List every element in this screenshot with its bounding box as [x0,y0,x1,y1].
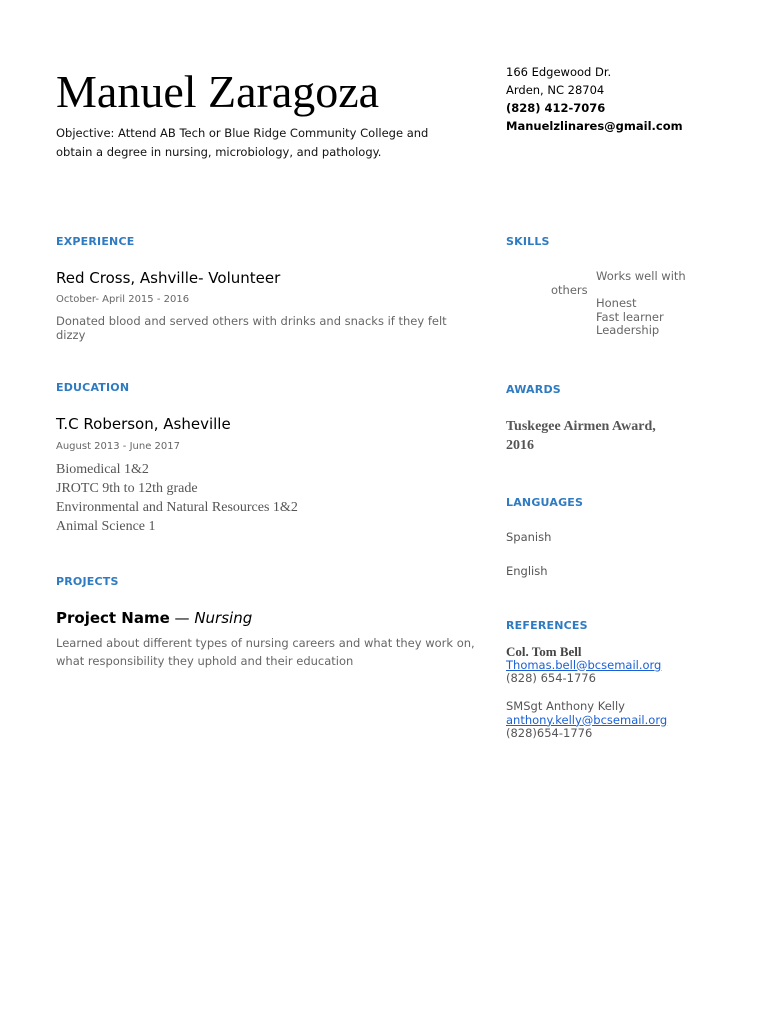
project-title [56,609,252,627]
education-heading: EDUCATION [56,381,130,394]
objective-text: Objective: Attend AB Tech or Blue Ridge Community College and obtain a degree in nursing, microbiology, and pathology. [56,126,429,159]
language-item: Spanish [506,530,552,544]
school-location: Asheville [158,415,231,433]
course-item: Biomedical 1&2 [56,462,149,477]
award-item [506,417,656,455]
education-date: August 2013 - June 2017 [56,441,180,452]
projects-heading: PROJECTS [56,575,119,588]
school-name: T.C Roberson, [56,415,159,433]
address-line-2: Arden, NC 28704 [506,83,605,97]
skill-item-4: Leadership [596,323,660,337]
email-address: Manuelzlinares@gmail.com [506,119,683,133]
skills-heading: SKILLS [506,235,550,248]
experience-title: Red Cross, Ashville- Volunteer [56,269,281,287]
project-description: Learned about different types of nursing careers and what they work on, what responsibility they uphold and their education [56,636,475,668]
project-name: Project Name [56,609,170,627]
reference-1-name: Col. Tom Bell [506,644,582,659]
skill-item-2: Honest [596,296,637,310]
education-title [56,415,231,433]
award-line-1: Tuskegee Airmen Award, [506,419,656,434]
reference-1 [506,645,661,686]
phone-number: (828) 412-7076 [506,101,606,115]
resume-name: Manuel Zaragoza [56,66,380,117]
skill-item-1a: Works well with [596,269,686,283]
reference-2-name: SMSgt Anthony Kelly [506,699,625,713]
skill-item-1b: others [551,283,588,297]
reference-1-email-link[interactable]: Thomas.bell@bcsemail.org [506,657,662,672]
reference-2-phone: (828)654-1776 [506,726,593,740]
reference-1-phone: (828) 654-1776 [506,671,596,685]
course-item: JROTC 9th to 12th grade [56,481,198,496]
award-line-2: 2016 [506,438,534,453]
course-item: Animal Science 1 [56,519,156,534]
education-courses [56,460,298,536]
references-heading: REFERENCES [506,619,588,632]
experience-heading: EXPERIENCE [56,235,135,248]
project-separator: — [169,609,195,627]
awards-heading: AWARDS [506,383,561,396]
skill-item-3: Fast learner [596,310,664,324]
languages-heading: LANGUAGES [506,496,584,509]
language-item: English [506,564,548,578]
address-line-1: 166 Edgewood Dr. [506,65,612,79]
reference-2 [506,700,667,741]
contact-block [506,63,683,135]
project-subject: Nursing [194,609,253,627]
course-item: Environmental and Natural Resources 1&2 [56,500,298,515]
experience-date: October- April 2015 - 2016 [56,294,190,305]
reference-2-email-link[interactable]: anthony.kelly@bcsemail.org [506,712,668,727]
experience-description: Donated blood and served others with drinks and snacks if they felt dizzy [56,314,447,342]
